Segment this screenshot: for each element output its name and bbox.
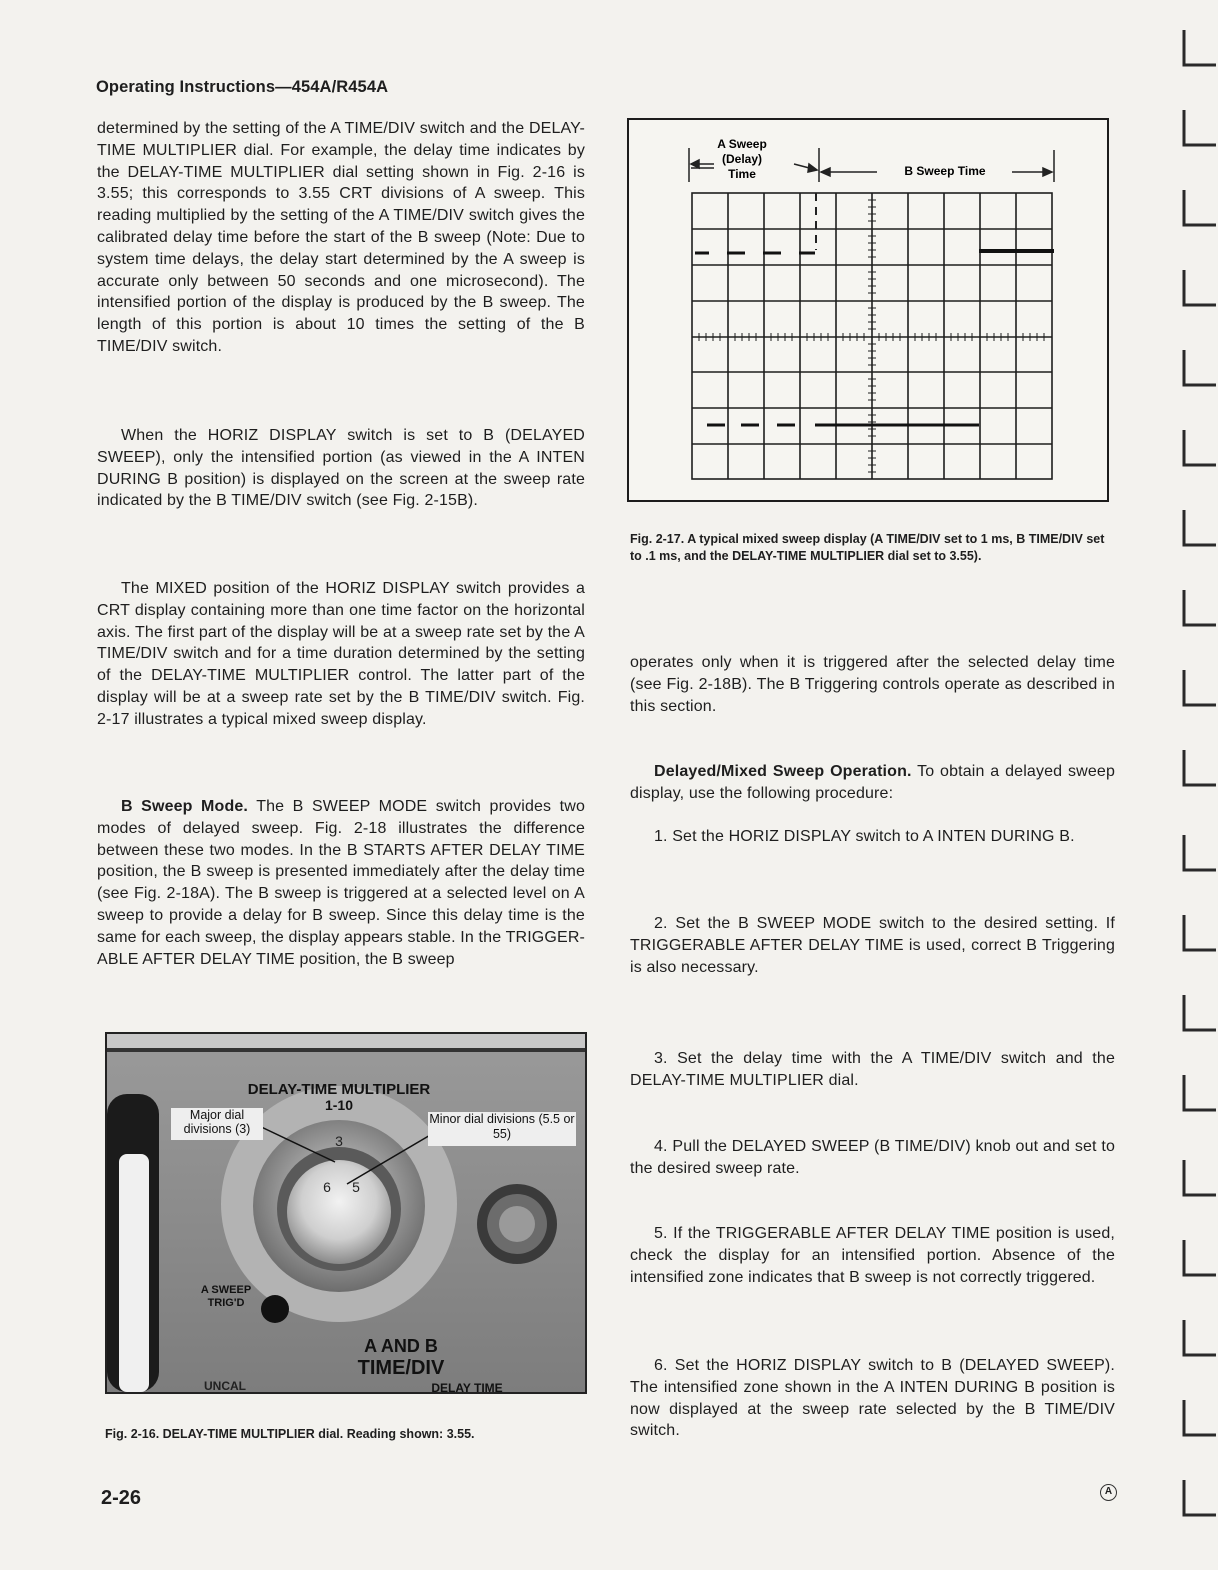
paragraph-mixed — [97, 578, 585, 731]
step-text: 1. Set the HORIZ DISPLAY switch to A INTEN DURING B. — [654, 828, 1075, 845]
dial-minor-right: 5 — [352, 1179, 360, 1195]
paragraph-b-sweep-mode — [97, 796, 585, 970]
procedure-step-4 — [630, 1136, 1115, 1180]
label-b-sweep-time: B Sweep Time — [904, 164, 986, 178]
figure-2-17 — [627, 118, 1109, 502]
uncal-label: UNCAL — [204, 1379, 246, 1392]
dial-range: 1-10 — [324, 1097, 354, 1113]
section-heading: Delayed/Mixed Sweep Operation. — [654, 763, 912, 780]
procedure-step-5 — [630, 1223, 1115, 1288]
delay-time-partial-label: DELAY TIME — [431, 1381, 503, 1392]
dial-minor-left: 6 — [323, 1179, 331, 1195]
paragraph-delayed-sweep — [97, 425, 585, 512]
figure-caption-2-16: Fig. 2-16. DELAY-TIME MULTIPLIER dial. Reading shown: 3.55. — [105, 1427, 475, 1441]
step-text: 3. Set the delay time with the A TIME/DIV switch and the DELAY-TIME MULTIPLIER dial. — [630, 1050, 1115, 1089]
procedure-step-2 — [630, 913, 1115, 978]
time-div-label: TIME/DIV — [357, 1357, 445, 1379]
section-heading: B Sweep Mode. — [121, 798, 249, 815]
paragraph-text: To obtain a delayed sweep display, use the following procedure: — [630, 763, 1115, 802]
minor-dial-label: Minor dial divisions (5.5 or 55) — [429, 1112, 575, 1141]
revision-mark: A — [1100, 1484, 1117, 1501]
dial-photo — [107, 1034, 585, 1392]
mixed-sweep-diagram — [629, 120, 1107, 500]
step-text: 6. Set the HORIZ DISPLAY switch to B (DELAYED SWEEP). The intensified zone shown in the A INTEN DURING B position is now displayed at the sweep rate selected by the B TIME/DIV switch. — [630, 1357, 1115, 1440]
center-axis-ticks — [699, 193, 1044, 479]
paragraph-delay-time — [97, 118, 585, 358]
a-and-b-label: A AND B — [364, 1336, 438, 1356]
label-a-sweep: A Sweep — [717, 137, 767, 151]
procedure-step-6 — [630, 1355, 1115, 1442]
label-delay: (Delay) — [721, 152, 763, 166]
procedure-step-1 — [630, 826, 1115, 848]
a-sweep-trace — [695, 251, 1054, 253]
figure-2-16-photo — [105, 1032, 587, 1394]
paragraph-text: When the HORIZ DISPLAY switch is set to B (DELAYED SWEEP), only the intensified portion (as viewed in the A INTEN DURING B position) is displayed on the screen at the sweep rate indicated by the B TIME/DIV switch (see Fig. 2-15B). — [97, 427, 585, 510]
paragraph-operates — [630, 652, 1115, 717]
dial-title: DELAY-TIME MULTIPLIER — [247, 1081, 431, 1098]
step-text: 2. Set the B SWEEP MODE switch to the desired setting. If TRIGGERABLE AFTER DELAY TIME is used, correct B Triggering is also necessary. — [630, 915, 1115, 976]
procedure-step-3 — [630, 1048, 1115, 1092]
paragraph-text: determined by the setting of the A TIME/DIV switch and the DELAY-TIME MULTIPLIER dial. For example, the delay time indicates by the DELAY-TIME MULTIPLIER dial setting shown in Fig. 2-16 is 3.55; this corresponds to 3.55 CRT divisions of A sweep. This reading multiplied by the setting of the A TIME/DIV switch gives the calibrated delay time before the start of the B sweep (Note: Due to system time delays, the delay start determined by the A sweep is accurate only between 50 seconds and one microsecond). The intensified portion of the display is produced by the B sweep. The length of this portion is about 10 times the setting of the B TIME/DIV switch. — [97, 120, 585, 355]
page-number: 2-26 — [101, 1487, 142, 1509]
sweep-trig-label: A SWEEP TRIG'D — [200, 1284, 252, 1309]
paragraph-text: The MIXED position of the HORIZ DISPLAY switch provides a CRT display containing more than one time factor on the horizontal axis. The first part of the display will be at a sweep rate set by the A TIME/DIV switch and for a time duration determined by the setting of the DELAY-TIME MULTIPLIER control. The latter part of the display will be at a sweep rate set by the B TIME/DIV switch. Fig. 2-17 illustrates a typical mixed sweep display. — [97, 580, 585, 728]
index-tabs — [1178, 0, 1218, 1570]
label-time: Time — [728, 167, 756, 181]
step-text: 4. Pull the DELAYED SWEEP (B TIME/DIV) knob out and set to the desired sweep rate. — [630, 1138, 1115, 1177]
dial-major-digit: 3 — [335, 1133, 343, 1149]
page-header: Operating Instructions—454A/R454A — [96, 78, 389, 96]
major-dial-label: Major dial divisions (3) — [183, 1108, 251, 1136]
figure-caption-2-17: Fig. 2-17. A typical mixed sweep display (A TIME/DIV set to 1 ms, B TIME/DIV set to .1 ms, and the DELAY-TIME MULTIPLIER dial set to 3.55). — [630, 532, 1105, 563]
paragraph-text: operates only when it is triggered after the selected delay time (see Fig. 2-18B). The B Triggering controls operate as described in this section. — [630, 654, 1115, 715]
paragraph-delayed-mixed-operation — [630, 761, 1115, 805]
step-text: 5. If the TRIGGERABLE AFTER DELAY TIME position is used, check the display for an intensified portion. Absence of the intensified zone indicates that B sweep is not correctly triggered. — [630, 1225, 1115, 1286]
paragraph-text: The B SWEEP MODE switch provides two modes of delayed sweep. Fig. 2-18 illustrates the difference between these two modes. In the B STARTS AFTER DELAY TIME position, the B sweep is presented immediately after the delay time (see Fig. 2-18A). The B sweep is triggered at a selected level on A sweep to provide a delay for B sweep. Since this delay time is the same for each sweep, the display appears stable. In the TRIGGER-ABLE AFTER DELAY TIME position, the B sweep — [97, 798, 585, 968]
